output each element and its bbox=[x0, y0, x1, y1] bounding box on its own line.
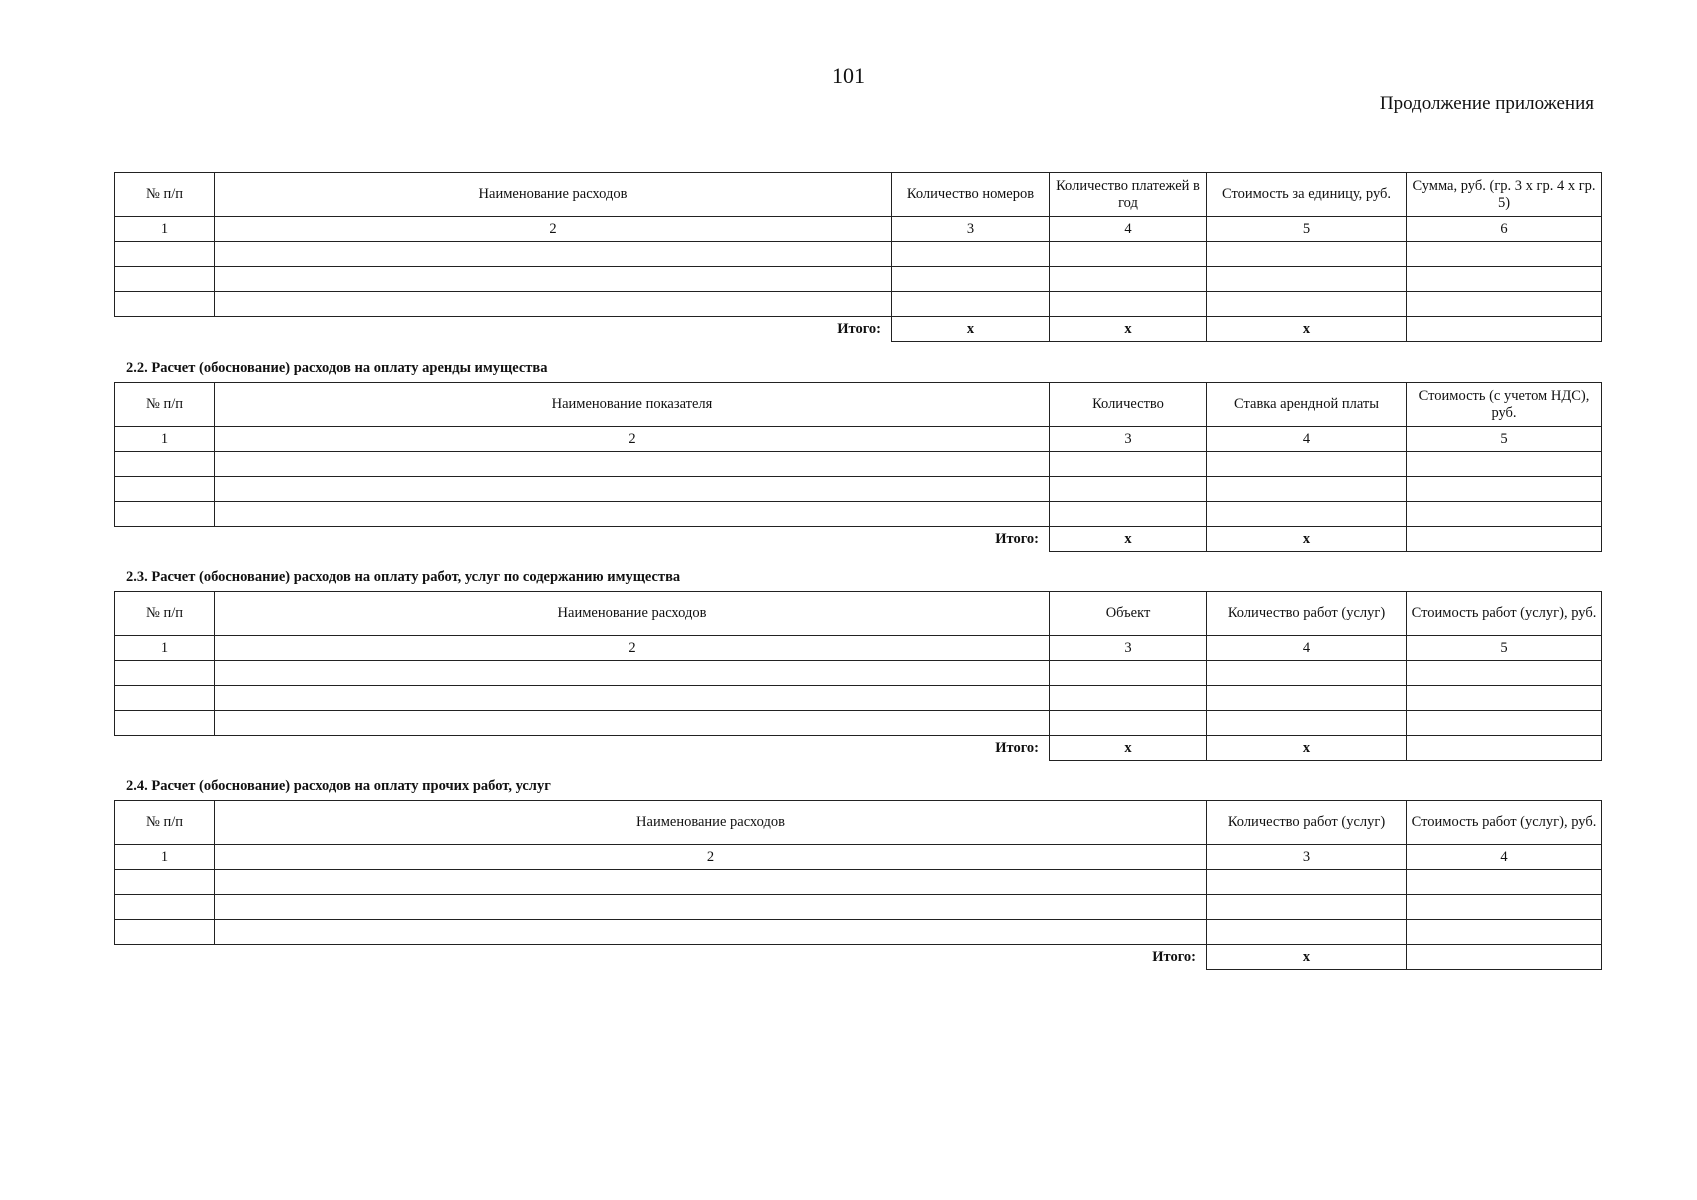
empty-cell[interactable] bbox=[1207, 686, 1407, 711]
empty-cell[interactable] bbox=[215, 661, 1050, 686]
header-cell: Стоимость работ (услуг), руб. bbox=[1407, 801, 1602, 845]
total-sum-cell[interactable] bbox=[1407, 527, 1602, 552]
empty-cell[interactable] bbox=[1407, 267, 1602, 292]
column-number-row bbox=[115, 427, 1602, 452]
empty-cell[interactable] bbox=[1207, 711, 1407, 736]
empty-cell[interactable] bbox=[115, 502, 215, 527]
column-number: 1 bbox=[115, 845, 215, 870]
empty-cell[interactable] bbox=[1407, 661, 1602, 686]
column-number-row bbox=[115, 845, 1602, 870]
empty-cell[interactable] bbox=[1407, 711, 1602, 736]
empty-cell[interactable] bbox=[1207, 267, 1407, 292]
empty-cell[interactable] bbox=[1050, 452, 1207, 477]
header-cell: Сумма, руб. (гр. 3 x гр. 4 x гр. 5) bbox=[1407, 173, 1602, 217]
empty-cell[interactable] bbox=[1207, 477, 1407, 502]
empty-cell[interactable] bbox=[215, 292, 892, 317]
empty-cell[interactable] bbox=[1407, 686, 1602, 711]
table-row bbox=[115, 477, 1602, 502]
header-cell: Количество платежей в год bbox=[1050, 173, 1207, 217]
total-row bbox=[115, 317, 1602, 342]
column-number: 5 bbox=[1207, 217, 1407, 242]
total-sum-cell[interactable] bbox=[1407, 736, 1602, 761]
empty-cell[interactable] bbox=[115, 870, 215, 895]
header-cell: Наименование расходов bbox=[215, 592, 1050, 636]
empty-cell[interactable] bbox=[215, 452, 1050, 477]
empty-cell[interactable] bbox=[1407, 870, 1602, 895]
column-number: 3 bbox=[1050, 427, 1207, 452]
section-title-2-3: 2.3. Расчет (обоснование) расходов на оплату работ, услуг по содержанию имущества bbox=[126, 569, 681, 585]
empty-cell[interactable] bbox=[115, 477, 215, 502]
total-row bbox=[115, 945, 1602, 970]
blank-cell bbox=[115, 736, 215, 761]
empty-cell[interactable] bbox=[115, 267, 215, 292]
empty-cell[interactable] bbox=[215, 502, 1050, 527]
other-services-table bbox=[114, 800, 1602, 970]
empty-cell[interactable] bbox=[1207, 292, 1407, 317]
header-cell: Количество номеров bbox=[892, 173, 1050, 217]
table-row bbox=[115, 870, 1602, 895]
empty-cell[interactable] bbox=[1207, 920, 1407, 945]
header-cell: Количество работ (услуг) bbox=[1207, 592, 1407, 636]
table-header-row bbox=[115, 173, 1602, 217]
maintenance-table bbox=[114, 591, 1602, 761]
total-label: Итого: bbox=[995, 739, 1039, 756]
empty-cell[interactable] bbox=[1407, 477, 1602, 502]
section-title-2-2: 2.2. Расчет (обоснование) расходов на оплату аренды имущества bbox=[126, 360, 548, 376]
table-row bbox=[115, 267, 1602, 292]
empty-cell[interactable] bbox=[1050, 502, 1207, 527]
header-cell: Количество работ (услуг) bbox=[1207, 801, 1407, 845]
header-cell: Стоимость работ (услуг), руб. bbox=[1407, 592, 1602, 636]
total-cell: x bbox=[1207, 317, 1407, 342]
header-cell: № п/п bbox=[115, 801, 215, 845]
empty-cell[interactable] bbox=[215, 711, 1050, 736]
page-number: 101 bbox=[832, 63, 865, 88]
total-cell: x bbox=[1207, 945, 1407, 970]
empty-cell[interactable] bbox=[1050, 686, 1207, 711]
header-cell: Наименование расходов bbox=[215, 173, 892, 217]
total-row bbox=[115, 527, 1602, 552]
table-row bbox=[115, 292, 1602, 317]
total-cell: x bbox=[892, 317, 1050, 342]
empty-cell[interactable] bbox=[892, 292, 1050, 317]
total-row bbox=[115, 736, 1602, 761]
empty-cell[interactable] bbox=[892, 242, 1050, 267]
header-cell: Наименование показателя bbox=[215, 383, 1050, 427]
total-sum-cell[interactable] bbox=[1407, 945, 1602, 970]
empty-cell[interactable] bbox=[1407, 502, 1602, 527]
table-row bbox=[115, 895, 1602, 920]
empty-cell[interactable] bbox=[1207, 452, 1407, 477]
empty-cell[interactable] bbox=[115, 661, 215, 686]
empty-cell[interactable] bbox=[215, 870, 1207, 895]
column-number: 3 bbox=[1207, 845, 1407, 870]
header-cell: Стоимость за единицу, руб. bbox=[1207, 173, 1407, 217]
header-cell: № п/п bbox=[115, 592, 215, 636]
rent-table bbox=[114, 382, 1602, 552]
blank-cell bbox=[115, 527, 215, 552]
header-cell: Количество bbox=[1050, 383, 1207, 427]
empty-cell[interactable] bbox=[1407, 292, 1602, 317]
empty-cell[interactable] bbox=[215, 267, 892, 292]
expenses-table-1 bbox=[114, 172, 1602, 342]
empty-cell[interactable] bbox=[1207, 242, 1407, 267]
empty-cell[interactable] bbox=[215, 477, 1050, 502]
column-number: 2 bbox=[215, 427, 1050, 452]
header-cell: Стоимость (с учетом НДС), руб. bbox=[1407, 383, 1602, 427]
empty-cell[interactable] bbox=[1407, 920, 1602, 945]
column-number: 6 bbox=[1407, 217, 1602, 242]
section-title-2-4: 2.4. Расчет (обоснование) расходов на оплату прочих работ, услуг bbox=[126, 778, 551, 794]
blank-cell bbox=[115, 945, 215, 970]
table-row bbox=[115, 686, 1602, 711]
empty-cell[interactable] bbox=[1207, 661, 1407, 686]
table-row bbox=[115, 711, 1602, 736]
blank-cell bbox=[115, 317, 215, 342]
empty-cell[interactable] bbox=[215, 242, 892, 267]
empty-cell[interactable] bbox=[115, 920, 215, 945]
column-number: 1 bbox=[115, 636, 215, 661]
total-cell: x bbox=[1050, 736, 1207, 761]
table-row bbox=[115, 920, 1602, 945]
empty-cell[interactable] bbox=[1407, 452, 1602, 477]
total-label: Итого: bbox=[837, 320, 881, 337]
column-number: 5 bbox=[1407, 636, 1602, 661]
empty-cell[interactable] bbox=[1207, 502, 1407, 527]
table-header-row bbox=[115, 801, 1602, 845]
table-row bbox=[115, 502, 1602, 527]
empty-cell[interactable] bbox=[1050, 267, 1207, 292]
column-number: 4 bbox=[1207, 636, 1407, 661]
empty-cell[interactable] bbox=[1050, 292, 1207, 317]
column-number: 3 bbox=[892, 217, 1050, 242]
table-header-row bbox=[115, 383, 1602, 427]
empty-cell[interactable] bbox=[215, 920, 1207, 945]
empty-cell[interactable] bbox=[115, 242, 215, 267]
empty-cell[interactable] bbox=[1207, 870, 1407, 895]
header-cell: Ставка арендной платы bbox=[1207, 383, 1407, 427]
empty-cell[interactable] bbox=[115, 711, 215, 736]
table-header-row bbox=[115, 592, 1602, 636]
header-cell: Наименование расходов bbox=[215, 801, 1207, 845]
total-cell: x bbox=[1050, 317, 1207, 342]
total-label: Итого: bbox=[995, 530, 1039, 547]
column-number: 4 bbox=[1050, 217, 1207, 242]
continuation-label: Продолжение приложения bbox=[1379, 93, 1594, 114]
total-sum-cell[interactable] bbox=[1407, 317, 1602, 342]
empty-cell[interactable] bbox=[115, 686, 215, 711]
empty-cell[interactable] bbox=[115, 452, 215, 477]
empty-cell[interactable] bbox=[1207, 895, 1407, 920]
empty-cell[interactable] bbox=[1407, 895, 1602, 920]
header-cell: Объект bbox=[1050, 592, 1207, 636]
table-row bbox=[115, 452, 1602, 477]
column-number: 1 bbox=[115, 427, 215, 452]
header-cell: № п/п bbox=[115, 383, 215, 427]
empty-cell[interactable] bbox=[1050, 661, 1207, 686]
column-number-row bbox=[115, 636, 1602, 661]
table-row bbox=[115, 661, 1602, 686]
column-number: 3 bbox=[1050, 636, 1207, 661]
empty-cell[interactable] bbox=[215, 895, 1207, 920]
empty-cell[interactable] bbox=[1407, 242, 1602, 267]
total-cell: x bbox=[1207, 736, 1407, 761]
column-number: 2 bbox=[215, 636, 1050, 661]
header-cell: № п/п bbox=[115, 173, 215, 217]
table-row bbox=[115, 242, 1602, 267]
column-number: 2 bbox=[215, 845, 1207, 870]
empty-cell[interactable] bbox=[215, 686, 1050, 711]
column-number: 5 bbox=[1407, 427, 1602, 452]
total-label: Итого: bbox=[1152, 948, 1196, 965]
empty-cell[interactable] bbox=[115, 895, 215, 920]
empty-cell[interactable] bbox=[115, 292, 215, 317]
column-number: 2 bbox=[215, 217, 892, 242]
empty-cell[interactable] bbox=[1050, 242, 1207, 267]
empty-cell[interactable] bbox=[1050, 477, 1207, 502]
column-number: 4 bbox=[1407, 845, 1602, 870]
empty-cell[interactable] bbox=[1050, 711, 1207, 736]
total-cell: x bbox=[1050, 527, 1207, 552]
column-number: 4 bbox=[1207, 427, 1407, 452]
column-number-row bbox=[115, 217, 1602, 242]
total-cell: x bbox=[1207, 527, 1407, 552]
column-number: 1 bbox=[115, 217, 215, 242]
empty-cell[interactable] bbox=[892, 267, 1050, 292]
